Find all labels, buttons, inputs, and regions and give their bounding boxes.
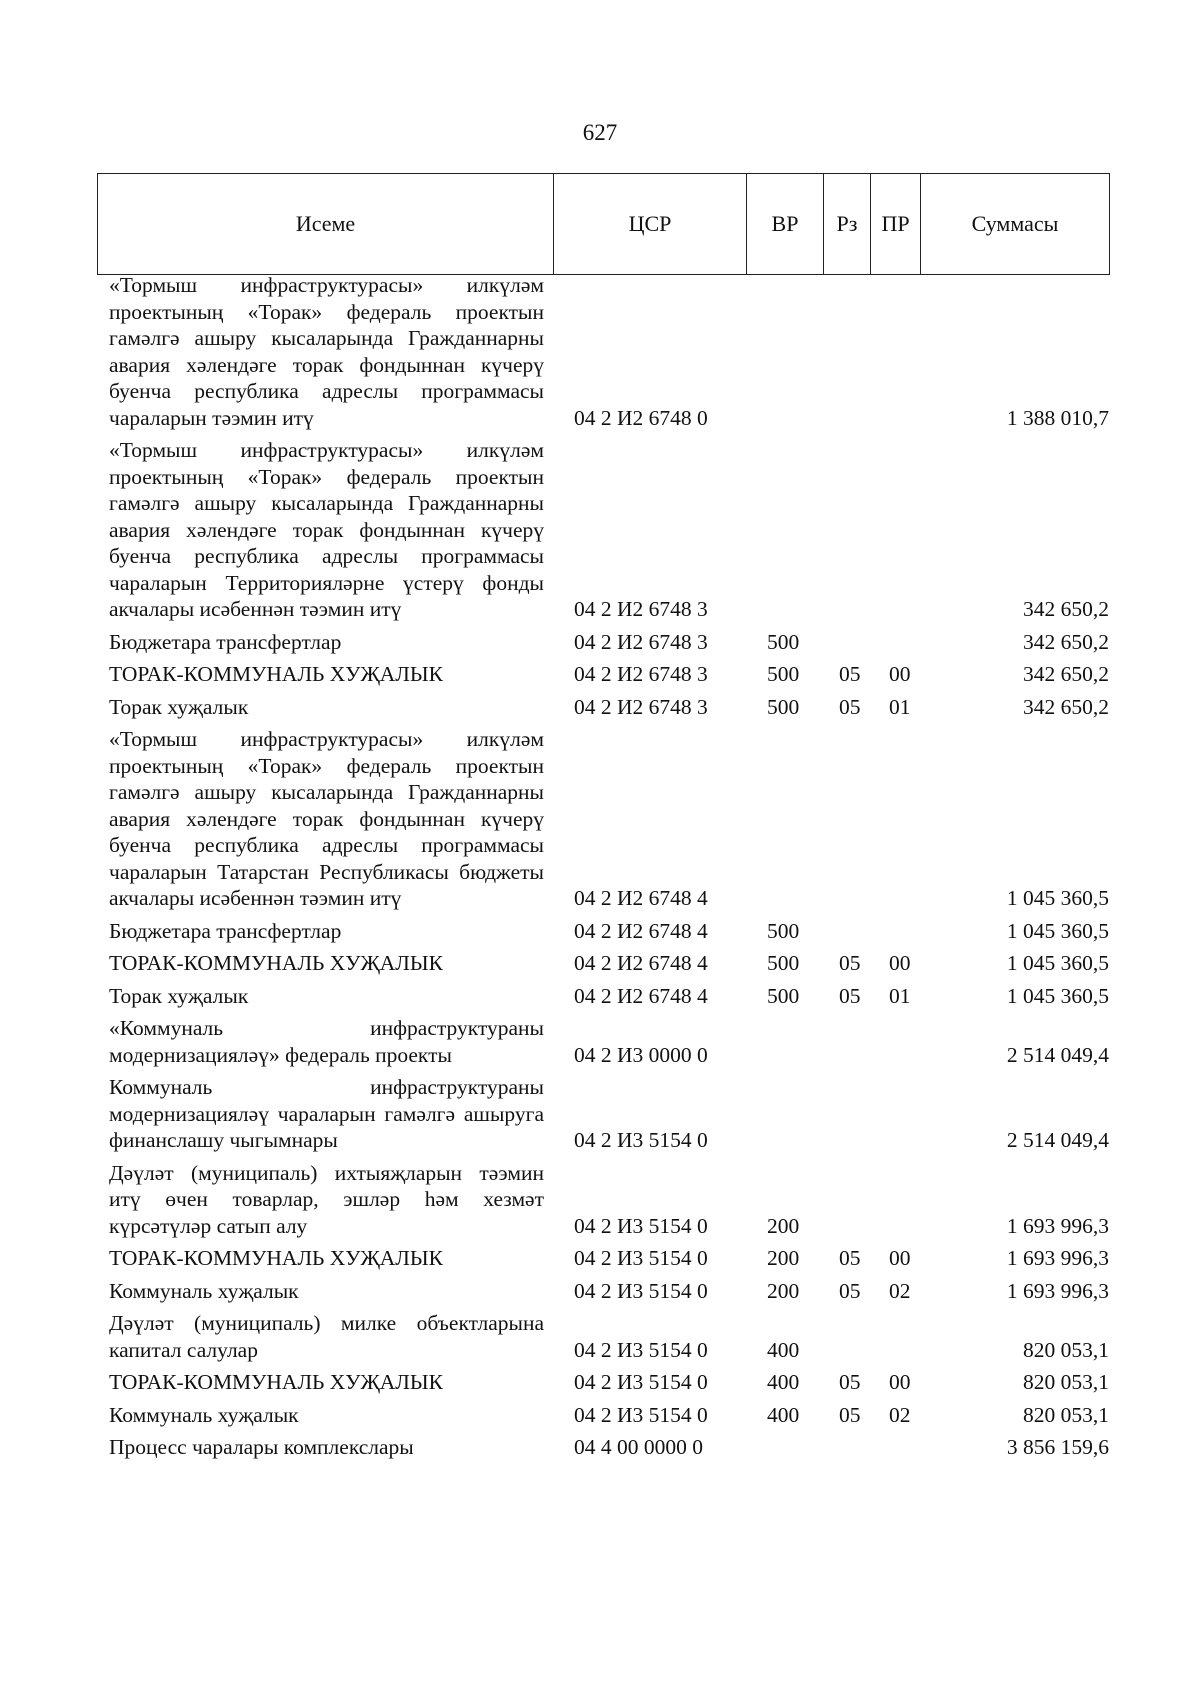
table-row	[109, 1310, 1109, 1363]
row-name: ТОРАК-КОММУНАЛЬ ХУҖАЛЫК	[109, 662, 443, 686]
row-sum: 2 514 049,4	[1006, 1042, 1109, 1067]
row-rz: 05	[839, 662, 861, 686]
row-csr: 04 2 И3 5154 0	[574, 1128, 708, 1152]
row-csr: 04 2 И3 5154 0	[574, 1402, 708, 1427]
row-name: Дәүләт (муниципаль) милке объектларына капитал салулар	[109, 1311, 544, 1362]
row-rz: 05	[839, 1370, 861, 1394]
row-sum: 1 693 996,3	[1006, 1213, 1109, 1238]
table-row	[109, 1245, 1109, 1272]
budget-table-body	[109, 272, 1109, 1461]
table-row	[109, 1015, 1109, 1068]
row-name: «Тормыш инфраструктурасы» илкүләм проектының «Торак» федераль проектын гамәлгә ашыру кысаларында Гражданнарны авария хәлендәге торак фондыннан күчерү буенча республика адреслы программасы чараларын Татарстан Республикасы бюджеты акчалары исәбеннән тәэмин итү	[109, 727, 544, 910]
row-sum: 820 053,1	[1023, 1337, 1109, 1362]
row-sum: 820 053,1	[1023, 1402, 1109, 1427]
table-row	[109, 437, 1109, 623]
header-csr: ЦСР	[553, 174, 746, 274]
row-sum: 342 650,2	[1023, 662, 1109, 686]
row-name: Коммуналь хуҗалык	[109, 1278, 299, 1303]
row-csr: 04 2 И3 5154 0	[574, 1337, 708, 1362]
table-row	[109, 694, 1109, 721]
row-sum: 820 053,1	[1023, 1370, 1109, 1394]
row-name: ТОРАК-КОММУНАЛЬ ХУҖАЛЫК	[109, 951, 443, 975]
row-sum: 1 045 360,5	[1006, 951, 1109, 975]
row-sum: 1 045 360,5	[1006, 983, 1109, 1008]
row-rz: 05	[839, 951, 861, 975]
row-vr: 200	[767, 1246, 800, 1270]
row-sum: 1 693 996,3	[1006, 1246, 1109, 1270]
row-name: Коммуналь инфраструктураны модернизацияләү чараларын гамәлгә ашыруга финанслашу чыгымнары	[109, 1075, 544, 1152]
table-header	[97, 173, 1110, 275]
row-sum: 1 045 360,5	[1006, 918, 1109, 943]
row-name: ТОРАК-КОММУНАЛЬ ХУҖАЛЫК	[109, 1370, 443, 1394]
row-csr: 04 2 И2 6748 4	[574, 886, 708, 910]
row-sum: 3 856 159,6	[1006, 1435, 1109, 1459]
row-name: ТОРАК-КОММУНАЛЬ ХУҖАЛЫК	[109, 1246, 443, 1270]
table-row	[109, 661, 1109, 688]
row-name: Дәүләт (муниципаль) ихтыяҗларын тәэмин итү өчен товарлар, эшләр һәм хезмәт күрсәтүләр сатып алу	[109, 1160, 544, 1238]
table-row	[109, 1278, 1109, 1305]
header-vr: ВР	[746, 174, 823, 274]
table-row	[109, 918, 1109, 945]
row-vr: 500	[767, 694, 800, 719]
table-row	[109, 629, 1109, 656]
row-vr: 200	[767, 1278, 800, 1303]
row-csr: 04 2 И3 5154 0	[574, 1213, 708, 1238]
row-csr: 04 4 00 0000 0	[574, 1435, 703, 1459]
table-row	[109, 1074, 1109, 1154]
table-row	[109, 726, 1109, 912]
row-csr: 04 2 И2 6748 4	[574, 983, 708, 1008]
table-row	[109, 983, 1109, 1010]
table-row	[109, 272, 1109, 431]
header-name: Исеме	[295, 211, 356, 236]
row-name: «Тормыш инфраструктурасы» илкүләм проектының «Торак» федераль проектын гамәлгә ашыру кысаларында Гражданнарны авария хәлендәге торак фондыннан күчерү буенча республика адреслы программасы чараларын тәэмин итү	[109, 273, 544, 430]
header-pr: ПР	[870, 174, 920, 274]
row-csr: 04 2 И2 6748 4	[574, 951, 708, 975]
table-row	[109, 1434, 1109, 1461]
row-sum: 342 650,2	[1023, 694, 1109, 719]
row-pr: 00	[889, 1370, 911, 1394]
row-name: Процесс чаралары комплекслары	[109, 1435, 414, 1459]
row-sum: 1 693 996,3	[1006, 1278, 1109, 1303]
row-name: «Коммуналь инфраструктураны модернизацияләү» федераль проекты	[109, 1016, 544, 1067]
row-csr: 04 2 И2 6748 4	[574, 918, 708, 943]
row-rz: 05	[839, 1246, 861, 1270]
row-pr: 02	[889, 1278, 911, 1303]
row-vr: 400	[767, 1337, 800, 1362]
row-pr: 02	[889, 1402, 911, 1427]
row-csr: 04 2 И3 5154 0	[574, 1278, 708, 1303]
row-vr: 500	[767, 629, 800, 654]
row-sum: 2 514 049,4	[1006, 1128, 1109, 1152]
row-pr: 01	[889, 694, 911, 719]
row-name: Торак хуҗалык	[109, 694, 249, 719]
row-csr: 04 2 И3 5154 0	[574, 1246, 708, 1270]
table-row	[109, 1369, 1109, 1396]
row-rz: 05	[839, 694, 861, 719]
row-name: Бюджетара трансфертлар	[109, 918, 342, 943]
row-vr: 500	[767, 918, 800, 943]
table-row	[109, 1402, 1109, 1429]
table-row	[109, 1160, 1109, 1240]
row-pr: 00	[889, 951, 911, 975]
row-pr: 00	[889, 662, 911, 686]
header-rz: Рз	[823, 174, 870, 274]
row-vr: 500	[767, 983, 800, 1008]
row-vr: 500	[767, 662, 800, 686]
row-csr: 04 2 И2 6748 3	[574, 662, 708, 686]
row-vr: 400	[767, 1402, 800, 1427]
row-sum: 1 045 360,5	[1006, 886, 1109, 910]
row-sum: 342 650,2	[1023, 597, 1109, 621]
row-vr: 500	[767, 951, 800, 975]
row-rz: 05	[839, 1402, 861, 1427]
row-vr: 200	[767, 1213, 800, 1238]
row-csr: 04 2 И2 6748 3	[574, 694, 708, 719]
row-csr: 04 2 И2 6748 3	[574, 629, 708, 654]
row-name: Коммуналь хуҗалык	[109, 1402, 299, 1427]
row-vr: 400	[767, 1370, 800, 1394]
row-sum: 1 388 010,7	[1006, 405, 1109, 430]
row-pr: 01	[889, 983, 911, 1008]
table-row	[109, 950, 1109, 977]
row-name: Бюджетара трансфертлар	[109, 629, 342, 654]
row-csr: 04 2 И2 6748 0	[574, 405, 708, 430]
row-csr: 04 2 И3 5154 0	[574, 1370, 708, 1394]
row-rz: 05	[839, 983, 861, 1008]
row-csr: 04 2 И3 0000 0	[574, 1042, 708, 1067]
row-csr: 04 2 И2 6748 3	[574, 597, 708, 621]
header-sum: Суммасы	[920, 174, 1109, 274]
row-sum: 342 650,2	[1023, 629, 1109, 654]
row-name: Торак хуҗалык	[109, 983, 249, 1008]
row-pr: 00	[889, 1246, 911, 1270]
page-number: 627	[582, 120, 618, 145]
row-rz: 05	[839, 1278, 861, 1303]
row-name: «Тормыш инфраструктурасы» илкүләм проектының «Торак» федераль проектын гамәлгә ашыру кысаларында Гражданнарны авария хәлендәге торак фондыннан күчерү буенча республика адреслы программасы чараларын Территорияләрне үстерү фонды акчалары исәбеннән тәэмин итү	[109, 438, 544, 621]
